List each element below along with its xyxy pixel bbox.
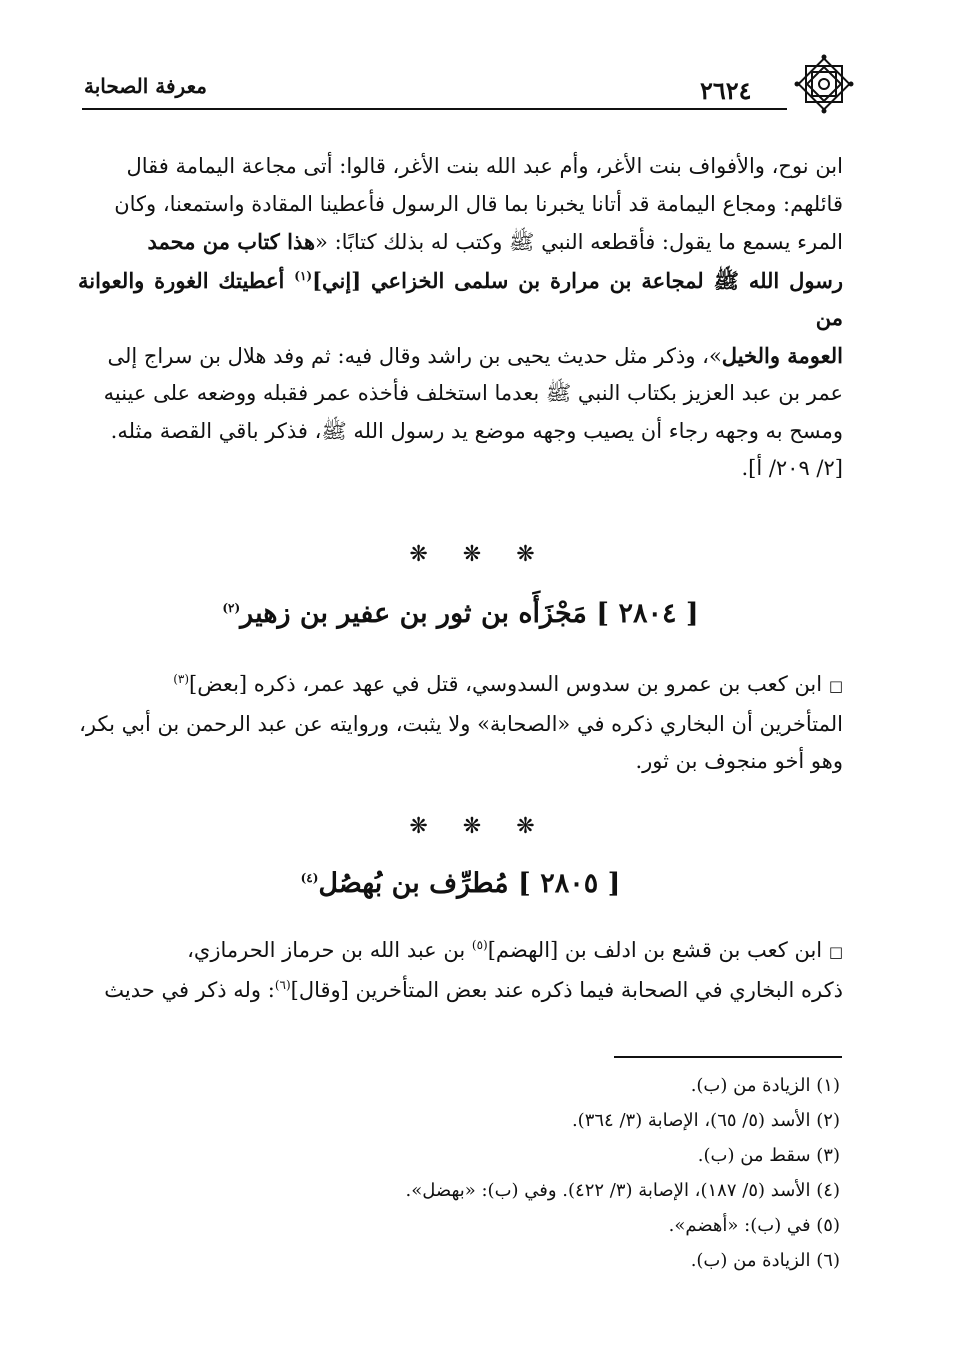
footnote: (٣) سقط من (ب). [697,1145,840,1166]
footnote-rule [614,1056,842,1058]
footnote: (٢) الأسد (٥/ ٦٥)، الإصابة (٣/ ٣٦٤). [571,1110,840,1131]
square-bullet-icon: □ [828,943,843,961]
footnote: (٤) الأسد (٥/ ١٨٧)، الإصابة (٣/ ٤٢٢). وفي (ب): «بهضل». [405,1180,840,1201]
text-line: المتأخرين أن البخاري ذكره في «الصحابة» ولا يثبت، وروايته عن عبد الرحمن بن أبي بكر، [79,711,843,736]
footnote: (١) الزيادة من (ب). [690,1075,840,1096]
footnote-ref: (٢) [222,601,241,615]
intro-paragraph [78,148,843,488]
entry-heading-2804 [78,598,843,629]
footnote-ref: (١) [294,268,313,283]
entry-title: [ ٢٨٠٥ ] مُطرِّف بن بُهصُل [318,868,621,899]
footnote-ref: (٣) [173,672,190,686]
entry-paragraph-2804 [78,666,843,781]
text-line: [٢/ ٢٠٩/ أ]. [741,456,843,480]
text-run: ذكره البخاري في الصحابة فيما ذكره عند بعض المتأخرين [وقال] [290,977,843,1002]
text-line: ومسح به وجهه رجاء أن يصيب وجهه موضع يد رسول الله ﷺ، فذكر باقي القصة مثله. [110,418,843,443]
page-number: ٢٦٢٤ [700,76,752,105]
square-bullet-icon: □ [828,677,843,695]
text-run: المرء يسمع ما يقول: فأقطعه النبي ﷺ وكتب له بذلك كتابًا: « [315,230,843,254]
text-line: ابن نوح، والأفواف بنت الأغر، وأم عبد الله بنت الأغر، قالوا: أتى مجاعة اليمامة فقال [126,154,843,178]
text-run: »، وذكر مثل حديث يحيى بن راشد وقال فيه: ثم وفد هلال بن سراج إلى [107,343,722,368]
quoted-text: أعطيتك الغورة والعوانة من [78,267,843,330]
section-separator: ❋ ❋ ❋ [409,814,549,839]
quoted-text: العومة والخيل [721,342,843,368]
text-line [78,932,843,972]
quoted-text: رسول الله ﷺ لمجاعة بن مرارة بن سلمى الخزاعي [إني] [312,267,844,293]
text-line [78,666,843,706]
entry-title: [ ٢٨٠٤ ] مَجْزَأَه بن ثور بن عفير بن زهير [240,598,699,629]
text-line: قائلهم: ومجاع اليمامة قد أتانا يخبرنا بما قال الرسول فأعطينا المقادة واستمعنا، وكان [114,191,843,216]
footnote-ref: (٦) [274,977,291,992]
quoted-text: هذا كتاب من محمد [147,229,316,254]
book-title: معرفة الصحابة [84,74,207,98]
entry-paragraph-2805 [78,932,843,1009]
header-rule [82,108,787,110]
footnote-ref: (٥) [471,938,488,952]
text-line: عمر بن عبد العزيز بكتاب النبي ﷺ بعدما استخلف فأخذه عمر فقبله ووضعه على عينيه [103,381,843,405]
text-run: ابن كعب بن عمرو بن سدوس السدوسي، قتل في عهد عمر، ذكره [بعض] [189,672,823,696]
footnote: (٦) الزيادة من (ب). [690,1250,840,1271]
footnotes [78,1068,840,1278]
text-run: ابن كعب بن قشع بن ادلف بن [الهضم] [487,938,823,962]
octagram-ornament-icon [792,52,856,116]
text-line: وهو أخو منجوف بن ثور. [635,749,843,773]
page-header [72,68,852,110]
section-separator: ❋ ❋ ❋ [409,542,549,567]
text-line [78,972,843,1010]
text-line [78,337,843,376]
footnote-ref: (٤) [300,871,319,885]
text-line [78,223,843,262]
text-run: : وله ذكر في حديث [104,977,275,1002]
footnote: (٥) في (ب): «أهضم». [668,1215,840,1236]
text-line [78,262,843,337]
text-run: بن عبد الله بن حرماز الحرمازي، [187,938,472,962]
entry-heading-2805 [78,868,843,899]
